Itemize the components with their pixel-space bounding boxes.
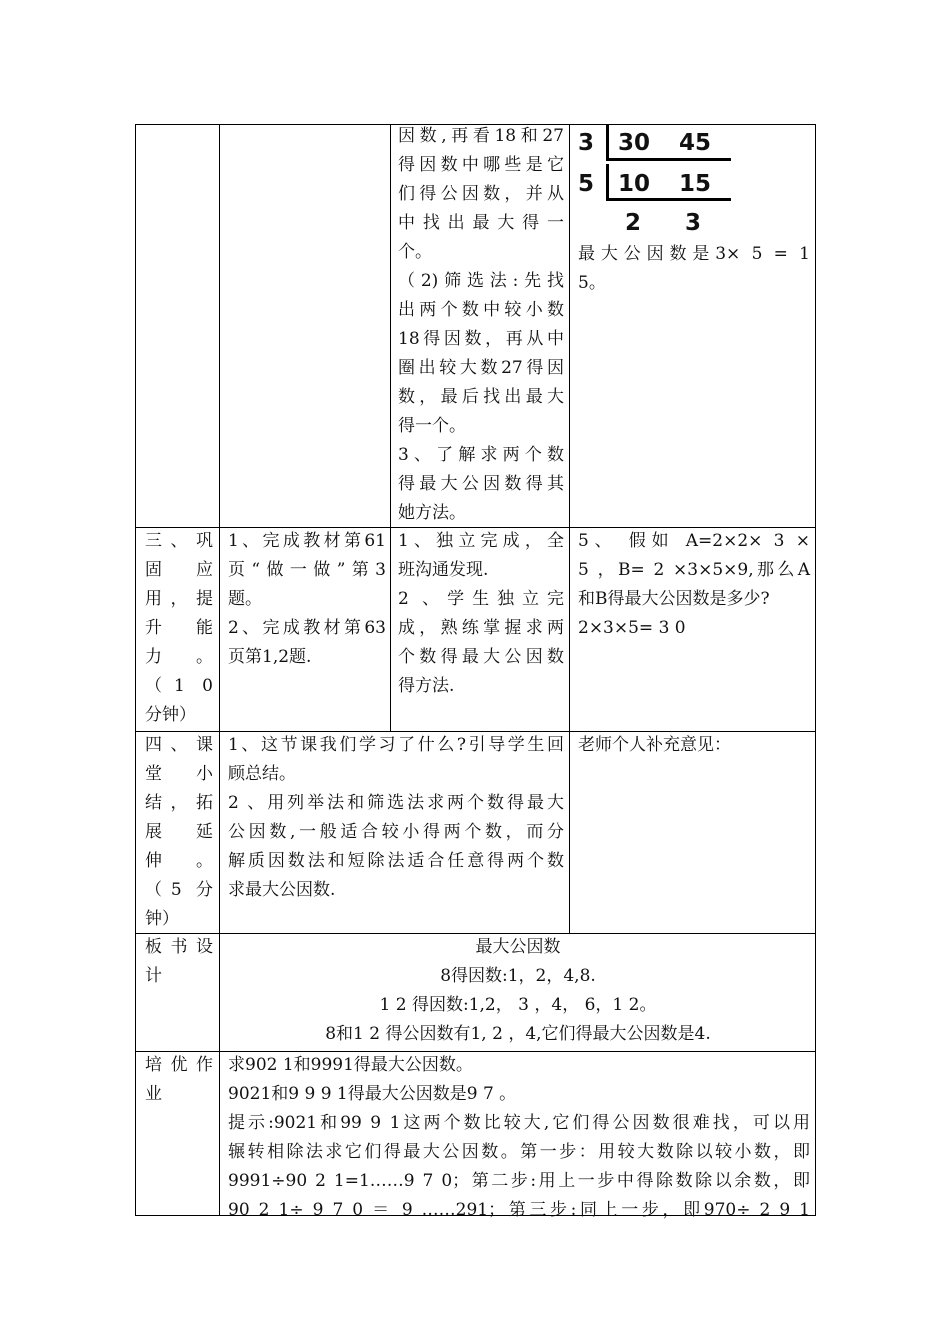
text-line: 结，拓 [145,793,213,813]
text-line: 页“做一做”第3 [228,560,386,580]
text-line: 解质因数法和短除法适合任意得两个数 [228,851,564,871]
text-line: 成，熟练掌握求两 [398,618,564,638]
col-divider [219,124,220,1216]
quotient: 15 [679,171,712,197]
dividend: 45 [679,130,712,156]
division-bar [606,124,609,158]
row3-summary-cell [228,731,564,905]
row4-stage-cell [145,933,213,991]
text-line: 个数得最大公因数 [398,647,564,667]
text-line: 伸 。 [145,851,213,871]
text-line: 钟） [145,909,179,929]
text-line: 堂 小 [145,764,213,784]
text-line: 因数,再看18和27 [398,126,564,146]
row2-stage-cell [145,527,213,730]
text-line: 展 延 [145,822,213,842]
text-line: 3、了解求两个数 [398,445,564,465]
text-line: 得一个。 [398,416,466,436]
text-line: 三、巩 [145,531,213,551]
text-line: 用，提 [145,589,213,609]
text-line: 8得因数:1，2，4,8. [440,966,596,986]
text-line: 她方法。 [398,503,466,523]
text-line: （2)筛选法:先找 [398,271,564,291]
row2-teacher-cell [228,527,386,672]
text-line: （1 0 [145,676,213,696]
text-line: 分钟） [145,705,196,725]
text-line: 固 应 [145,560,213,580]
text-line: 90 2 1÷ 9 7 0 ＝ 9 ……291；第三步:同上一步，即970÷ 2 9 1 [228,1200,810,1220]
division-bar [606,198,731,201]
text-line: 辗转相除法求它们得最大公因数。第一步：用较大数除以较小数，即 [228,1142,810,1162]
board-title: 最大公因数 [475,937,561,957]
text-line: 8和1 2 得公因数有1, 2 ，4,它们得最大公因数是4. [325,1024,711,1044]
text-line: 公因数,一般适合较小得两个数，而分 [228,822,564,842]
text-line: 求最大公因数. [228,880,336,900]
text-line: 5。 [578,273,606,293]
text-line: 班沟通发现. [398,560,489,580]
text-line: 和B得最大公因数是多少? [578,589,770,609]
homework-cell [228,1051,810,1225]
short-division-diagram [578,124,738,236]
text-line: 1 2 得因数:1,2， 3 ，4， 6，1 2。 [379,995,657,1015]
text-line: 2 、用列举法和筛选法求两个数得最大 [228,793,564,813]
text-line: 得因数中哪些是它 [398,155,564,175]
text-line: 1、完成教材第61 [228,531,386,551]
text-line: 板书设 [145,937,213,957]
text-line: 5、 假如 A=2×2× 3 × [578,531,810,551]
text-line: 最大公因数是3× 5 = 1 [578,244,810,264]
text-line: 业 [145,1084,162,1104]
text-line: 2、完成教材第63 [228,618,386,638]
final-quotient: 2 [625,210,642,236]
text-line: 5 ，B= 2 ×3×5×9,那么A [578,560,810,580]
text-line: 1、独立完成，全 [398,531,564,551]
text-line: 中找出最大得一 [398,213,564,233]
col-divider [390,124,391,731]
row3-stage-cell [145,731,213,934]
text-line: 2×3×5= 3 0 [578,618,686,638]
text-line: 9021和9 9 9 1得最大公因数是9 7 。 [228,1084,517,1104]
text-line: 2 、学生独立完 [398,589,564,609]
text-line: 顾总结。 [228,764,296,784]
text-line: 数，最后找出最大 [398,387,564,407]
row2-student-cell [398,527,564,701]
text-line: 9991÷90 2 1=1……9 7 0；第二步:用上一步中得除数除以余数，即 [228,1171,810,1191]
text-line: 出两个数中较小数 [398,300,564,320]
division-bar [606,164,609,198]
final-quotient: 3 [685,210,702,236]
text-line: 计 [145,966,162,986]
board-design-cell [220,933,816,1049]
divisor: 3 [578,130,595,156]
division-bar [606,158,731,161]
text-line: 18得因数，再从中 [398,329,564,349]
text-line: 力 。 [145,647,213,667]
quotient: 10 [618,171,651,197]
text-line: 们得公因数，并从 [398,184,564,204]
row1-activity-cell [398,122,564,528]
text-line: 老师个人补充意见： [578,735,731,755]
text-line: 页第1,2题. [228,647,312,667]
divisor: 5 [578,171,595,197]
text-line: （5 分 [145,880,213,900]
col-divider [569,124,570,933]
text-line: 升 能 [145,618,213,638]
text-line: 培优作 [145,1055,213,1075]
row2-example-cell [578,527,810,643]
text-line: 题。 [228,589,262,609]
row3-notes-cell [578,731,810,760]
text-line: 得最大公因数得其 [398,474,564,494]
text-line: 求902 1和9991得最大公因数。 [228,1055,473,1075]
dividend: 30 [618,130,651,156]
row1-example-cell [578,240,810,298]
text-line: 得方法. [398,676,455,696]
text-line: 四、课 [145,735,213,755]
text-line: 圈出较大数27得因 [398,358,564,378]
text-line: 个。 [398,242,432,262]
text-line: 1、这节课我们学习了什么?引导学生回 [228,735,564,755]
text-line: 提示:9021和99 9 1这两个数比较大,它们得公因数很难找，可以用 [228,1113,810,1133]
row5-stage-cell [145,1051,213,1109]
